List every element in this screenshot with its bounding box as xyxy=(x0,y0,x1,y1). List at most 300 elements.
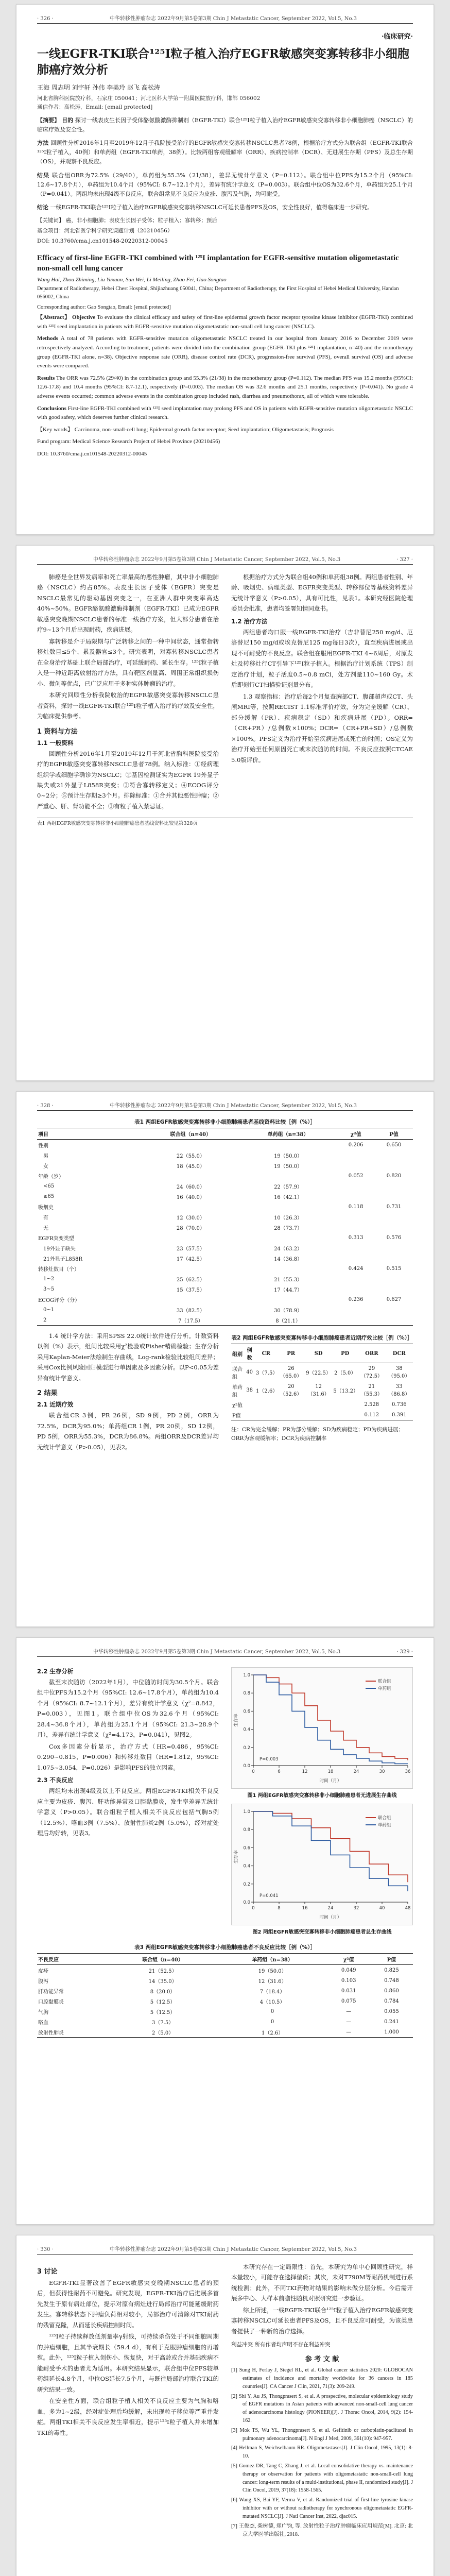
os-curve-chart xyxy=(232,1804,415,1923)
paragraph: 截至末次随访（2022年1月），中位随访时间为30.5个月。联合组中位PFS为15.2个月（95%CI: 12.6~17.8个月），单药组为10.4个月（95%CI: 8.7~12.1个月），差异有统计学意义（χ²=8.842，P=0.003），见图1。联合组中位OS为32.6个月（95%CI: 28.4~36.8个月），单药组为25.1个月（95%CI: 21.3~28.9个月），差异有统计学意义（χ²=4.173，P=0.041），见图2。 xyxy=(37,1679,219,1739)
table-row-label: 转移灶数目（个） xyxy=(38,1266,79,1273)
footnote: 表1 两组EGFR敏感突变寡转移非小细胞肺癌患者基线资料比较见第328页 xyxy=(37,818,413,827)
table-cell: 19（50.0） xyxy=(258,1968,287,1974)
table-3-title: 表3 两组EGFR敏感突变寡转移非小细胞肺癌患者不良反应比较［例（%）］ xyxy=(134,1944,316,1951)
conflict-statement: 利益冲突 所有作者均声明不存在利益冲突 xyxy=(231,2342,331,2348)
table-cell xyxy=(337,1304,375,1315)
running-head xyxy=(37,2245,413,2255)
table-row xyxy=(37,1160,413,1171)
table-cell: 26（65.0） xyxy=(280,1365,302,1379)
table-cell: 0.241 xyxy=(384,2019,399,2025)
table-cell xyxy=(239,1140,337,1150)
column-right xyxy=(231,2262,413,2540)
table-cell xyxy=(375,1253,413,1263)
abstract-label: 【Abstract】 Objective xyxy=(37,314,96,321)
table-cell xyxy=(337,1212,375,1222)
table-cell xyxy=(255,1399,277,1410)
table-cell: 18（45.0） xyxy=(176,1163,205,1170)
table-cell xyxy=(332,1410,358,1420)
legend-label: 联合组 xyxy=(378,1679,391,1684)
table-cell xyxy=(142,1263,239,1274)
column-left xyxy=(37,1664,219,1940)
figure-2 xyxy=(231,1804,413,1925)
column-right xyxy=(231,572,413,812)
x-tick-label: 36 xyxy=(405,1769,411,1774)
table-cell xyxy=(375,1284,413,1294)
figure-2-caption: 图2 两组EGFR敏感突变寡转移非小细胞肺癌患者总生存曲线 xyxy=(252,1929,392,1935)
page-number: · 327 · xyxy=(396,557,413,563)
table-row-label: 男 xyxy=(43,1153,48,1159)
table-cell: 联合组 xyxy=(232,1366,243,1380)
x-tick-label: 40 xyxy=(379,1906,385,1911)
table-row xyxy=(37,1212,413,1222)
table-cell: 3（7.5） xyxy=(256,1370,278,1376)
table-cell: 2（5.0） xyxy=(334,1370,356,1376)
table-row xyxy=(37,1150,413,1160)
table-cell: — xyxy=(346,2008,352,2014)
discussion-text xyxy=(37,2278,219,2438)
abstract-text: 一线EGFR-TKI联合¹²⁵I粒子植入治疗EGFR敏感突变寡转移NSCLC可延长患者PFS及OS，安全性良好，值得临床进一步研究。 xyxy=(48,204,373,211)
table-cell: 1.000 xyxy=(370,2027,413,2038)
table-cell xyxy=(337,1274,375,1284)
grouping-text xyxy=(231,572,413,614)
efficacy-text xyxy=(37,1410,219,1452)
table-header-cell: 联合组（n=40） xyxy=(142,1128,239,1140)
table-cell: 24（63.2） xyxy=(274,1246,303,1252)
table-header-cell: SD xyxy=(305,1344,332,1363)
figure-1 xyxy=(231,1667,413,1789)
table-1-title: 表1 两组EGFR敏感突变寡转移非小细胞肺癌患者基线资料比较［例（%）］ xyxy=(134,1119,316,1125)
table-header-cell: 组别 xyxy=(231,1344,244,1363)
survival-text xyxy=(37,1677,219,1773)
table-row xyxy=(37,1253,413,1263)
reference-item: [4] Hellman S, Weichselbaum RR. Oligometastases[J]. J Clin Oncol, 1995, 13(1): 8-10. xyxy=(231,2445,413,2460)
table-header-cell: 项目 xyxy=(37,1128,142,1140)
abstract-section xyxy=(37,171,413,199)
page-number: · 330 · xyxy=(37,2247,54,2252)
paragraph: 回顾性分析2016年1月至2019年12月于河北省胸科医院接受治疗的EGFR敏感突变寡转移NSCLC患者78例。纳入标准：①经病理组织学或细胞学确诊为NSCLC；②基因检测证实为EGFR 19外显子缺失或21外显子L858R突变；③符合寡转移定义；④ECOG评分0~2分；⑤预计生存期≥3个月。排除标准：①合并其他恶性肿瘤；②严重心、肝、肾功能不全；③有粒子植入禁忌证。 xyxy=(37,750,219,810)
journal-header: 中华转移性肿瘤杂志 2022年9月第5卷第3期 Chin J Metastatic Cancer, September 2022, Vol.5, No.3 xyxy=(93,1649,341,1655)
table-cell xyxy=(375,1160,413,1171)
doi[interactable]: DOI: 10.3760/cma.j.cn101548-20220312-00045 xyxy=(37,238,168,244)
table-cell: 0.031 xyxy=(341,1988,356,1994)
table-header-cell: DCR xyxy=(386,1344,413,1363)
abstract-text: 回顾性分析2016年1月至2019年12月于我院接受治疗的EGFR敏感突变寡转移NSCLC患者78例，根据治疗方式分为联合组（EGFR-TKI联合¹²⁵I粒子植入，40例）和单药组（EGFR-TKI单药，38例）。比较两组客观缓解率（ORR）、疾病控制率（DCR）、无进展生存期（PFS）及总生存期（OS），并观察不良反应。 xyxy=(37,140,413,165)
table-header-cell: 例数 xyxy=(244,1344,255,1363)
table-cell xyxy=(375,1315,413,1326)
x-tick-label: 18 xyxy=(327,1769,334,1774)
english-authors: Wang Hai, Zhou Zhiming, Liu Yuxuan, Sun Wei, Li Meiling, Zhao Fei, Gao Songtao xyxy=(37,277,227,283)
table-row xyxy=(231,1399,413,1410)
paragraph: 根据治疗方式分为联合组40例和单药组38例。两组患者性别、年龄、吸烟史、病理类型、EGFR突变类型、转移部位等基线资料差异无统计学意义（P>0.05），具有可比性，见表1。本研究经医院伦理委员会批准，患者均签署知情同意书。 xyxy=(231,573,413,613)
y-tick-label: 0.2 xyxy=(243,1745,250,1751)
table-cell: 5（12.5） xyxy=(150,1999,176,2005)
page-number: · 326 · xyxy=(37,16,54,22)
table-cell: 0.650 xyxy=(386,1142,402,1148)
table-cell: — xyxy=(346,2019,352,2025)
y-tick-label: 1.0 xyxy=(243,1673,250,1678)
running-head xyxy=(37,1647,413,1657)
table-cell: 腹泻 xyxy=(38,1978,48,1985)
table-cell: 0.576 xyxy=(386,1234,402,1241)
x-tick-label: 0 xyxy=(252,1769,255,1774)
table-row xyxy=(37,1996,413,2006)
abstract-en xyxy=(37,313,413,422)
table-cell xyxy=(375,1304,413,1315)
y-axis-label: 生存率 xyxy=(234,1850,239,1863)
table-cell: 38 xyxy=(246,1387,253,1393)
table-cell: 19（50.0） xyxy=(274,1153,303,1159)
table-header-cell: χ²值 xyxy=(327,1954,370,1965)
figure-1-caption: 图1 两组EGFR敏感突变寡转移非小细胞肺癌患者无进展生存曲线 xyxy=(247,1793,397,1799)
table-row xyxy=(37,1171,413,1181)
heading-general-data: 1.1 一般资料 xyxy=(37,739,74,747)
x-tick-label: 0 xyxy=(252,1906,255,1911)
table-cell: 单药组 xyxy=(232,1384,243,1398)
table-cell: 28（73.7） xyxy=(274,1225,303,1231)
table-cell xyxy=(375,1191,413,1201)
paragraph: 两组均未出现4级及以上不良反应。两组EGFR-TKI相关不良反应主要为皮疹、腹泻、肝功能异常及口腔黏膜炎，发生率差异无统计学意义（P>0.05）。联合组粒子植入相关不良反应包括气胸5例（12.5%）、咯血3例（7.5%）、放射性肺炎2例（5.0%），经对症处理后均好转，见表3。 xyxy=(37,1787,219,1837)
table-cell xyxy=(142,1140,239,1150)
section-tag: ·临床研究· xyxy=(381,33,413,41)
table-cell xyxy=(337,1150,375,1160)
table-cell xyxy=(337,1284,375,1294)
table-cell: 0.391 xyxy=(386,1410,413,1420)
statistics-text xyxy=(37,1331,219,1383)
paragraph: 在安全性方面，联合组粒子植入相关不良反应主要为气胸和咯血，多为1~2级，经对症处理后均缓解，未出现粒子移位等严重并发症。两组TKI相关不良反应发生率相近，提示¹²⁵I粒子植入并未增加TKI的毒性。 xyxy=(37,2397,219,2436)
page-3 xyxy=(16,1091,434,1627)
heading-discussion: 3 讨论 xyxy=(37,2268,58,2276)
table-row xyxy=(37,1181,413,1191)
y-axis-label: 生存率 xyxy=(234,1714,239,1727)
abstract-section xyxy=(37,313,413,331)
abstract-label: Methods xyxy=(37,335,58,342)
table-row xyxy=(37,1191,413,1201)
english-title: Efficacy of first-line EGFR-TKI combined with ¹²⁵I implantation for EGFR-sensitive mutation oligometastatic non-small cell lung cancer xyxy=(37,253,399,273)
general-data-text xyxy=(37,749,219,812)
table-cell: 33（86.8） xyxy=(388,1383,410,1397)
abstract-section xyxy=(37,404,413,422)
table-row xyxy=(37,1965,413,1976)
table-cell: 0.052 xyxy=(348,1173,364,1179)
pfs-curve-chart xyxy=(232,1668,415,1786)
heading-treatment: 1.2 治疗方法 xyxy=(231,617,268,625)
y-tick-label: 0.0 xyxy=(243,1764,250,1769)
table-cell xyxy=(244,1399,255,1410)
table-cell: 19（50.0） xyxy=(274,1163,303,1170)
x-tick-label: 48 xyxy=(405,1906,411,1911)
journal-header: 中华转移性肿瘤杂志 2022年9月第5卷第3期 Chin J Metastatic Cancer, September 2022, Vol.5, No.3 xyxy=(93,557,341,563)
table-row-label: 女 xyxy=(43,1163,48,1170)
x-tick-label: 32 xyxy=(353,1906,359,1911)
table-row xyxy=(37,1274,413,1284)
table-cell: 30（78.9） xyxy=(274,1308,303,1314)
page-2 xyxy=(16,545,434,1081)
x-axis-label: 时间（月） xyxy=(319,1778,342,1784)
abstract-text: 联合组ORR为72.5%（29/40），单药组为55.3%（21/38），差异无统计学意义（P=0.112）。联合组中位PFS为15.2个月（95%CI: 12.6~17.8个月），单药组为10.4个月（95%CI: 8.7~12.1个月），差异有统计学意义（P=0.003）。联合组中位OS为32.6个月，单药组为25.1个月（P=0.041）。两组均未出现4级不良反应，联合组常见不良反应为皮疹、腹泻及气胸，均可耐受。 xyxy=(37,172,413,197)
table-cell: 0 xyxy=(270,2008,274,2014)
paragraph: 综上所述，一线EGFR-TKI联合¹²⁵I粒子植入治疗EGFR敏感突变寡转移NSCLC可延长患者PFS及OS，且不良反应可耐受，为该类患者提供了一种新的治疗选择。 xyxy=(231,2306,413,2335)
table-header-cell: P值 xyxy=(370,1954,413,1965)
table-row-label: 1~2 xyxy=(43,1276,55,1282)
table-cell xyxy=(375,1222,413,1232)
table-cell: 0.103 xyxy=(341,1977,356,1984)
table-cell: 2.528 xyxy=(364,1401,379,1408)
table-cell xyxy=(375,1274,413,1284)
table-cell: 4（10.5） xyxy=(259,1999,285,2005)
abstract-section xyxy=(37,203,413,212)
authors: 王海 周志明 刘宇轩 孙伟 李美玲 赵飞 高松涛 xyxy=(37,84,160,92)
table-cell: 0.112 xyxy=(358,1410,385,1420)
table-cell xyxy=(337,1243,375,1253)
page-5 xyxy=(16,2235,434,2576)
heading-adverse-events: 2.3 不良反应 xyxy=(37,1776,74,1784)
journal-header: 中华转移性肿瘤杂志 2022年9月第5卷第3期 Chin J Metastatic Cancer, September 2022, Vol.5, No.3 xyxy=(109,16,357,22)
paragraph: 两组患者均口服一线EGFR-TKI治疗（吉非替尼250 mg/d、厄洛替尼150 mg/d或埃克替尼125 mg每日3次），直至疾病进展或出现不可耐受的不良反应。联合组在服用EGFR-TKI 4~6周后，对原发灶及转移灶行CT引导下¹²⁵I粒子植入。根据治疗计划系统（TPS）制定治疗计划，粒子活度0.5~0.8 mCi，处方剂量110~160 Gy。术后即刻行CT扫描验证剂量分布。 xyxy=(231,628,413,689)
table-cell: 14（35.0） xyxy=(148,1978,177,1985)
table-cell: 28（70.0） xyxy=(176,1225,205,1231)
column-right xyxy=(231,1664,413,1940)
table-row xyxy=(231,1363,413,1382)
table-row xyxy=(231,1381,413,1399)
treatment-text xyxy=(231,627,413,765)
y-tick-label: 0.4 xyxy=(243,1727,250,1733)
abstract-label: Results xyxy=(37,375,55,381)
reference-list xyxy=(231,2366,413,2538)
legend-label: 单药组 xyxy=(378,1823,391,1828)
running-head xyxy=(37,555,413,565)
abstract-text: To evaluate the clinical efficacy and safety of first-line epidermal growth factor receptor tyrosine kinase inhibitor (EGFR-TKI) combined with ¹²⁵I seed implantation in patients with EGFR-sensitive mutation oligometastatic non-small cell lung cancer (NSCLC). xyxy=(37,314,413,330)
table-cell xyxy=(278,1399,305,1410)
abstract-section xyxy=(37,139,413,166)
table-cell: 5（12.5） xyxy=(150,2009,176,2015)
table-row xyxy=(37,1304,413,1315)
abstract-text: The ORR was 72.5% (29/40) in the combination group and 55.3% (21/38) in the monotherapy group (P=0.112). The median PFS was 15.2 months (95%CI: 12.6-17.8) and 10.4 months (95%CI: 8.7-12.1), respectively (P=0.003). The median OS was 32.6 months and 25.1 months, respectively (P=0.041). No grade 4 adverse events occurred; common adverse events in the combination group included rash, diarrhea and pneumothorax, all of which were tolerable. xyxy=(37,375,413,399)
table-cell xyxy=(244,1410,255,1420)
paragraph: 寡转移是介于局限期与广泛转移之间的一种中间状态，通常指转移灶数目≤5个、累及器官≤3个。研究表明，对寡转移NSCLC患者在全身治疗基础上联合局部治疗，可延缓耐药、延长生存。¹²⁵I粒子植入是一种近距离放射治疗方法，具有靶区剂量高、周围正常组织损伤小、微创等优点，已广泛应用于多种实体肿瘤的治疗。 xyxy=(37,637,219,687)
table-cell: 14（36.8） xyxy=(274,1256,303,1262)
table-cell: 9（22.5） xyxy=(306,1370,331,1376)
table-cell xyxy=(142,1201,239,1212)
english-fund: Fund program: Medical Science Research Project of Hebei Province (20210456) xyxy=(37,438,220,445)
table-header-cell: PD xyxy=(332,1344,358,1363)
column-left xyxy=(37,2262,219,2540)
table-cell xyxy=(239,1294,337,1304)
table-cell: χ²值 xyxy=(232,1402,243,1409)
table-cell xyxy=(332,1399,358,1410)
p-value-label: P=0.041 xyxy=(259,1893,279,1899)
table-cell: 0.784 xyxy=(384,1998,399,2004)
table-cell: 放射性肺炎 xyxy=(37,2027,108,2038)
table-cell xyxy=(239,1201,337,1212)
paragraph: 肺癌是全世界发病率和死亡率最高的恶性肿瘤，其中非小细胞肺癌（NSCLC）约占85%。表皮生长因子受体（EGFR）突变是NSCLC最常见的驱动基因突变之一，在亚洲人群中突变率高达40%~50%。EGFR酪氨酸激酶抑制剂（EGFR-TKI）已成为EGFR敏感突变晚期NSCLC患者的标准一线治疗方案，但大部分患者在治疗9~13个月后出现耐药，疾病进展。 xyxy=(37,573,219,634)
table-cell: 0 xyxy=(270,2019,274,2025)
page-number: · 328 · xyxy=(37,1103,54,1109)
table-row-label: ≥65 xyxy=(43,1193,55,1199)
table-row-label: 21外显子L858R xyxy=(43,1256,82,1262)
table-row xyxy=(37,1284,413,1294)
x-axis-label: 时间（月） xyxy=(319,1915,342,1920)
table-cell: 21（55.3） xyxy=(360,1383,383,1397)
table-cell: 1（2.6） xyxy=(218,2027,327,2038)
x-tick-label: 16 xyxy=(302,1906,308,1911)
table-row-label: 有 xyxy=(43,1215,48,1221)
references-title: 参 考 文 献 xyxy=(305,2355,339,2364)
table-cell xyxy=(337,1253,375,1263)
x-tick-label: 12 xyxy=(302,1769,308,1774)
table-cell xyxy=(337,1181,375,1191)
table-cell: 40 xyxy=(246,1369,253,1375)
table-header-cell: PR xyxy=(278,1344,305,1363)
paragraph: ¹²⁵I粒子持续释放低剂量率γ射线，可持续杀伤处于不同细胞周期的肿瘤细胞，且其半衰期长（59.4 d），有利于克服肿瘤细胞的再增殖。此外，¹²⁵I粒子植入创伤小、恢复快，对于高龄或合并基础疾病不能耐受手术的患者尤为适用。本研究结果显示，联合组中位PFS较单药组延长4.8个月，中位OS延长7.5个月，与既往局部治疗联合TKI的研究结果一致。 xyxy=(37,2333,219,2393)
article-title: 一线EGFR-TKI联合¹²⁵I粒子植入治疗EGFR敏感突变寡转移非小细胞肺癌疗效分析 xyxy=(37,47,409,77)
table-cell: 20（52.6） xyxy=(280,1383,302,1397)
abstract-text: 探讨一线表皮生长因子受体酪氨酸激酶抑制剂（EGFR-TKI）联合¹²⁵I粒子植入治疗EGFR敏感突变寡转移非小细胞肺癌（NSCLC）的临床疗效及安全性。 xyxy=(37,116,413,133)
y-tick-label: 0.8 xyxy=(243,1827,250,1833)
table-header-cell: 单药组（n=38） xyxy=(239,1128,337,1140)
y-tick-label: 0.8 xyxy=(243,1691,250,1697)
table-cell: 咯血 xyxy=(38,2020,48,2026)
table-cell: 0.206 xyxy=(348,1142,364,1148)
table-row-label: 性别 xyxy=(38,1143,48,1149)
adverse-events-text xyxy=(37,1786,219,1838)
reference-item: [6] Wang XS, Bai YF, Verma V, et al. Randomized trial of first-line tyrosine kinase inhibitor with or without radiotherapy for synchronous oligometastatic EGFR-mutated NSCLC[J]. J Natl Cancer Inst, 2022, djac015. xyxy=(231,2497,413,2519)
reference-item: [3] Mok TS, Wu YL, Thongprasert S, et al. Gefitinib or carboplatin-paclitaxel in pulmonary adenocarcinoma[J]. N Engl J Med, 2009, 361(10): 947-957. xyxy=(231,2427,413,2442)
paragraph: 联合组CR 3例，PR 26例，SD 9例，PD 2例，ORR为72.5%，DCR为95.0%；单药组CR 1例，PR 20例，SD 12例，PD 5例，ORR为55.3%，DCR为86.8%。两组ORR及DCR差异均无统计学意义（P>0.05），见表2。 xyxy=(37,1412,219,1451)
abstract-label: Conclusions xyxy=(37,405,66,412)
table-row-label: 19外显子缺失 xyxy=(43,1246,76,1252)
paragraph: 本研究回顾性分析我院收治的EGFR敏感突变寡转移NSCLC患者资料，探讨一线EGFR-TKI联合¹²⁵I粒子植入治疗的疗效及安全性，为临床提供参考。 xyxy=(37,691,219,720)
table-cell xyxy=(375,1150,413,1160)
table-header-cell: χ²值 xyxy=(337,1128,375,1140)
table-cell xyxy=(375,1243,413,1253)
table-cell xyxy=(255,1410,277,1420)
table-cell: 皮疹 xyxy=(38,1968,48,1974)
abstract-text: A total of 78 patients with EGFR-sensitive mutation oligometastatic NSCLC treated in our hospital from January 2016 to December 2019 were retrospectively analyzed. According to treatment, patients were divided into the combination group (EGFR-TKI plus ¹²⁵I implantation, n=40) and the monotherapy group (EGFR-TKI alone, n=38). Objective response rate (ORR), disease control rate (DCR), progression-free survival (PFS), overall survival (OS) and adverse events were compared. xyxy=(37,335,413,369)
table-cell: 8（20.0） xyxy=(150,1989,176,1995)
table-cell: 气胸 xyxy=(38,2009,48,2015)
table-cell: 0.515 xyxy=(386,1265,402,1272)
table-cell: 0.313 xyxy=(348,1234,364,1241)
table-cell xyxy=(337,1160,375,1171)
table-row xyxy=(37,1140,413,1150)
table-cell: 16（40.0） xyxy=(176,1194,205,1200)
table-row-label: 3~5 xyxy=(43,1286,55,1292)
table-cell: 5（13.2） xyxy=(333,1388,358,1394)
table-header-cell: P值 xyxy=(375,1128,413,1140)
table-row xyxy=(37,1294,413,1304)
abstract-label: 【摘要】 目的 xyxy=(37,116,74,124)
running-head xyxy=(37,14,413,24)
table-cell xyxy=(142,1232,239,1243)
table-2-title: 表2 两组EGFR敏感突变寡转移非小细胞肺癌患者近期疗效比较［例（%）］ xyxy=(231,1335,413,1341)
table-row xyxy=(37,1232,413,1243)
table-row xyxy=(37,1222,413,1232)
table-cell: 22（55.0） xyxy=(176,1153,205,1159)
paragraph: 1.4 统计学方法：采用SPSS 22.0统计软件进行分析。计数资料以例（%）表示，组间比较采用χ²检验或Fisher精确检验；生存分析采用Kaplan-Meier法绘制生存曲线，Log-rank检验比较组间差异；采用Cox比例风险回归模型进行单因素及多因素分析。以P<0.05为差异有统计学意义。 xyxy=(37,1332,219,1382)
table-row xyxy=(37,2016,413,2027)
legend-label: 联合组 xyxy=(378,1816,391,1821)
table-header-cell: ORR xyxy=(358,1344,385,1363)
table-row-label: 0~1 xyxy=(43,1307,55,1313)
table-cell xyxy=(375,1181,413,1191)
table-cell: 15（37.5） xyxy=(176,1287,205,1293)
table-cell: 24（60.0） xyxy=(176,1184,205,1190)
reference-item: [1] Sung H, Ferlay J, Siegel RL, et al. Global cancer statistics 2020: GLOBOCAN estimates of incidence and mortality worldwide for 36 cancers in 185 countries[J]. CA Cancer J Clin, 2021, 71(3): 209-249. xyxy=(231,2367,413,2389)
table-cell: 0.748 xyxy=(384,1977,399,1984)
table-row-label: 2 xyxy=(37,1315,142,1326)
table-cell: 0.236 xyxy=(348,1296,364,1302)
table-row xyxy=(37,1243,413,1253)
table-cell xyxy=(305,1410,332,1420)
table-cell: 23（57.5） xyxy=(176,1246,205,1252)
abstract-text: First-line EGFR-TKI combined with ¹²⁵I seed implantation may prolong PFS and OS in patients with EGFR-sensitive mutation oligometastatic NSCLC with good safety, which deserves further clinical research. xyxy=(37,405,413,421)
english-affiliation: Department of Radiotherapy, Hebei Chest Hospital, Shijiazhuang 050041, China; Department of Radiotherapy, the First Hospital of Hebei Medical University, Handan 056002, China xyxy=(37,286,399,300)
english-corresponding-author: Corresponding author: Gao Songtao, Email: [email protected] xyxy=(37,304,171,310)
table-cell: 16（42.1） xyxy=(274,1194,303,1200)
heading-results: 2 结果 xyxy=(37,1389,58,1398)
table-row-label: <65 xyxy=(43,1183,55,1189)
table-cell: 2（5.0） xyxy=(108,2027,218,2038)
table-row xyxy=(37,1263,413,1274)
introduction xyxy=(37,572,219,722)
heading-methods: 1 资料与方法 xyxy=(37,727,78,736)
table-cell: 0.731 xyxy=(386,1204,402,1210)
table-cell xyxy=(337,1315,375,1326)
table-row xyxy=(37,1315,413,1326)
table-cell xyxy=(375,1212,413,1222)
table-1-baseline xyxy=(37,1128,413,1326)
fund: 基金项目：河北省医学科学研究课题计划（20210456） xyxy=(37,227,173,234)
table-row xyxy=(37,1201,413,1212)
table-cell xyxy=(239,1232,337,1243)
table-row xyxy=(37,2027,413,2038)
reference-item: [7] 王俊杰, 柴树德, 郑广钧, 等. 放射性粒子治疗肿瘤临床应用规范[M]. 北京: 北京大学医学出版社, 2018. xyxy=(231,2523,413,2537)
paragraph: 1.3 观察指标：治疗后每2个月复查胸部CT、腹部超声或CT、头颅MRI等，按照RECIST 1.1标准评价疗效，分为完全缓解（CR）、部分缓解（PR）、疾病稳定（SD）和疾病进展（PD）。ORR=（CR+PR）/总例数×100%；DCR=（CR+PR+SD）/总例数×100%。PFS定义为治疗开始至疾病进展或死亡的时间；OS定义为治疗开始至任何原因死亡或末次随访的时间。不良反应按照CTCAE 5.0版评价。 xyxy=(231,692,413,764)
table-cell: 10（26.3） xyxy=(274,1215,303,1221)
page-1 xyxy=(16,4,434,535)
table-cell xyxy=(305,1399,332,1410)
table-header-cell: 联合组（n=40） xyxy=(108,1954,218,1965)
table-cell: 29（72.5） xyxy=(360,1365,383,1379)
p-value-label: P=0.003 xyxy=(259,1757,279,1762)
table-cell: 0.055 xyxy=(384,2008,399,2014)
table-cell: 22（57.9） xyxy=(274,1184,303,1190)
table-cell: 12（31.6） xyxy=(258,1978,287,1985)
table-cell: 0.424 xyxy=(348,1265,364,1272)
table-cell xyxy=(337,1191,375,1201)
table-cell: 1（2.6） xyxy=(256,1388,278,1394)
table-cell: 3（7.5） xyxy=(151,2020,174,2026)
table-cell: 0.825 xyxy=(384,1967,399,1973)
y-tick-label: 0.0 xyxy=(243,1900,250,1905)
x-tick-label: 30 xyxy=(379,1769,385,1774)
table-cell: 21（55.3） xyxy=(274,1277,303,1283)
table-cell: 0.820 xyxy=(386,1173,402,1179)
y-tick-label: 0.6 xyxy=(243,1709,250,1715)
paragraph: Cox多因素分析显示，治疗方式（HR=0.486，95%CI: 0.290~0.815，P=0.006）和转移灶数目（HR=1.812，95%CI: 1.075~3.054，P=0.026）是影响PFS的独立因素。 xyxy=(37,1742,219,1771)
english-doi[interactable]: DOI: 10.3760/cma.j.cn101548-20220312-00045 xyxy=(37,450,147,457)
table-cell xyxy=(142,1294,239,1304)
y-tick-label: 0.4 xyxy=(243,1863,250,1869)
table-2-efficacy xyxy=(231,1344,413,1420)
table-row-label: 吸烟史 xyxy=(38,1205,54,1211)
table-cell: — xyxy=(327,2027,370,2038)
abstract-section xyxy=(37,374,413,401)
table-row-label: EGFR突变类型 xyxy=(38,1235,74,1242)
keywords: 【关键词】 癌，非小细胞肺；表皮生长因子受体；粒子植入；寡转移；预后 xyxy=(37,217,217,224)
table-cell: 0.049 xyxy=(341,1967,356,1973)
